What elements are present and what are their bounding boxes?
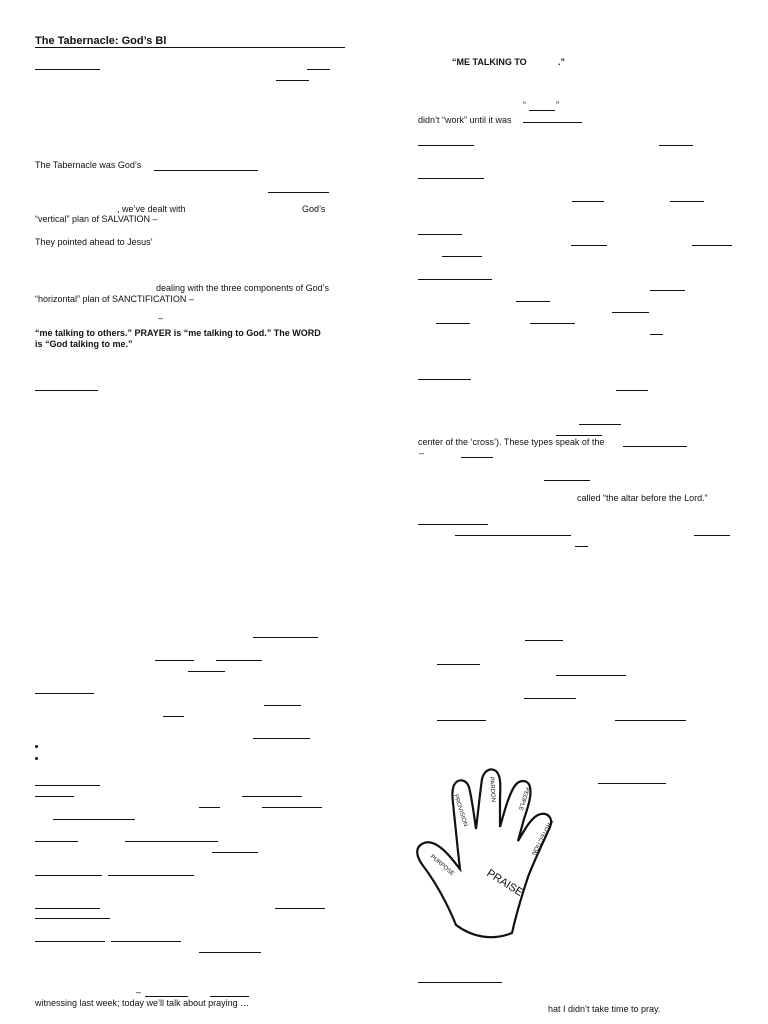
blank [108, 875, 194, 876]
blank [276, 80, 309, 81]
blank [145, 996, 188, 997]
blank [35, 875, 102, 876]
blank [572, 201, 604, 202]
gods-text: God’s [302, 204, 326, 214]
blank [670, 201, 704, 202]
blank [529, 110, 555, 111]
blank [575, 546, 588, 547]
finger-label-protection: PROTECTION [529, 818, 554, 856]
bullet [35, 745, 38, 748]
vertical-plan-text: “vertical” plan of SALVATION – [35, 214, 158, 224]
section-heading-end: .” [558, 57, 566, 67]
blank [455, 535, 571, 536]
blank [210, 996, 249, 997]
blank [556, 675, 626, 676]
horizontal-plan-text: “horizontal” plan of SANCTIFICATION – [35, 294, 194, 304]
blank [188, 671, 225, 672]
three-components-text: dealing with the three components of God’s [156, 283, 329, 293]
blank [275, 908, 325, 909]
blank [264, 705, 301, 706]
blank [530, 323, 575, 324]
blank [35, 785, 100, 786]
blank [523, 122, 582, 123]
blank [418, 234, 462, 235]
blank [544, 480, 590, 481]
blank [525, 640, 563, 641]
last-line-text: hat I didn’t take time to pray. [548, 1004, 661, 1014]
blank [650, 290, 685, 291]
blank [125, 841, 218, 842]
quote-open: “ [523, 100, 526, 110]
blank [418, 145, 474, 146]
blank [612, 312, 649, 313]
blank [437, 720, 486, 721]
finger-label-provision: PROVISION [452, 793, 469, 828]
blank [579, 424, 621, 425]
blank [418, 279, 492, 280]
blank [650, 334, 663, 335]
blank [442, 256, 482, 257]
blank [111, 941, 181, 942]
blank [35, 941, 105, 942]
blank [461, 457, 493, 458]
blank [262, 807, 322, 808]
blank [154, 170, 258, 171]
god-talking-text: is “God talking to me.” [35, 339, 133, 349]
blank [35, 796, 74, 797]
tabernacle-sentence: The Tabernacle was God’s [35, 160, 142, 170]
witnessing-text: witnessing last week; today we’ll talk about praying … [35, 998, 250, 1008]
praying-hand-illustration [416, 765, 568, 945]
title-underline [35, 47, 345, 48]
blank [418, 178, 484, 179]
blank [163, 716, 184, 717]
blank [418, 379, 471, 380]
blank [516, 301, 550, 302]
blank [53, 819, 135, 820]
blank [35, 390, 98, 391]
palm-label-praise: PRAISE [484, 867, 525, 899]
blank [216, 660, 262, 661]
pointed-ahead-text: They pointed ahead to Jesus’ [35, 237, 153, 247]
finger-label-people: PEOPLE [516, 786, 530, 812]
blank [253, 738, 310, 739]
blank [524, 698, 576, 699]
blank [437, 664, 480, 665]
blank [598, 783, 666, 784]
blank [307, 69, 330, 70]
blank [199, 807, 220, 808]
bullet [35, 757, 38, 760]
blank [436, 323, 470, 324]
blank [212, 852, 258, 853]
center-cross-text: center of the ‘cross’). These types speak of the [418, 437, 605, 447]
blank [571, 245, 607, 246]
section-heading: “ME TALKING TO [452, 57, 527, 67]
blank [35, 908, 100, 909]
blank [659, 145, 693, 146]
blank [418, 982, 502, 983]
blank [35, 693, 94, 694]
finger-label-pardon: PARDON [488, 776, 496, 803]
blank [35, 841, 78, 842]
dash-text: – [158, 313, 164, 323]
blank [35, 918, 110, 919]
blank [253, 637, 318, 638]
blank [418, 524, 488, 525]
blank [694, 535, 730, 536]
blank [615, 720, 686, 721]
finger-label-purpose: PURPOSE [428, 853, 456, 878]
blank [623, 446, 687, 447]
blank [35, 69, 100, 70]
dealt-with-text: , we’ve dealt with [117, 204, 186, 214]
altar-text: called “the altar before the Lord.” [577, 493, 708, 503]
footer-dash: – [136, 987, 142, 997]
right-dash: – [419, 448, 425, 458]
didnt-work-text: didn’t “work” until it was [418, 115, 512, 125]
blank [692, 245, 732, 246]
blank [242, 796, 302, 797]
quote-close: ” [556, 100, 559, 110]
blank [268, 192, 329, 193]
blank [155, 660, 194, 661]
talking-others-text: “me talking to others.” PRAYER is “me talking to God.” The WORD [35, 328, 321, 338]
page-title: The Tabernacle: God’s Bl [35, 35, 167, 47]
blank [199, 952, 261, 953]
blank [556, 435, 602, 436]
blank [616, 390, 648, 391]
